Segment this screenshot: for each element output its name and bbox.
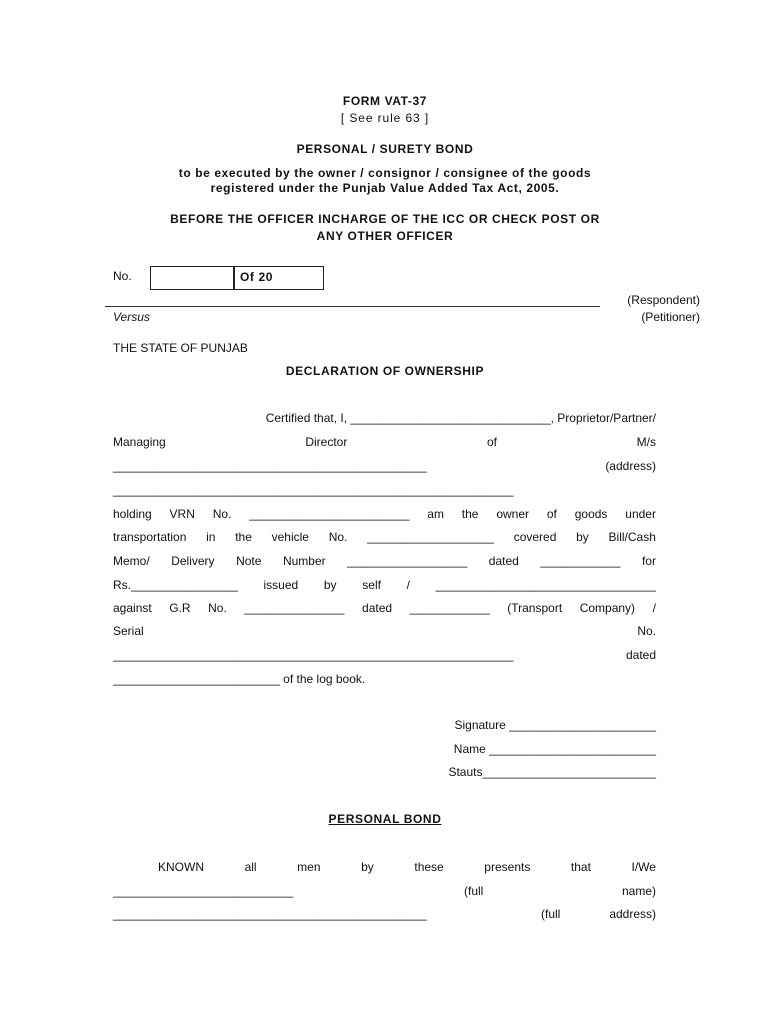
- word: No.: [328, 530, 348, 544]
- blank-field: ____________: [409, 601, 490, 615]
- bond-type-title: PERSONAL / SURETY BOND: [296, 142, 474, 156]
- word: (address): [605, 459, 656, 473]
- word: /: [652, 601, 656, 615]
- word: G.R: [169, 601, 191, 615]
- word: transportation: [113, 530, 187, 544]
- declaration-line-11: [113, 648, 656, 662]
- word: under: [625, 507, 656, 521]
- word: of: [486, 435, 497, 449]
- blank-field: ____________________________________________________________: [113, 648, 514, 662]
- word: Director: [305, 435, 348, 449]
- declaration-line-6: [113, 530, 656, 544]
- state-of-punjab: THE STATE OF PUNJAB: [113, 341, 248, 355]
- status-field: Stauts__________________________: [448, 765, 656, 779]
- word: No.: [208, 601, 227, 615]
- subtitle-line-1: to be executed by the owner / consignor / consignee of the goods: [178, 166, 592, 180]
- petitioner-label: (Petitioner): [641, 310, 700, 324]
- word: by: [361, 860, 374, 874]
- case-year-box[interactable]: [233, 266, 324, 290]
- word: Company): [579, 601, 636, 615]
- word: (full: [464, 884, 484, 898]
- word: dated: [488, 554, 519, 568]
- declaration-line-7: [113, 554, 656, 568]
- word: the: [235, 530, 252, 544]
- bond-line-1: [158, 860, 656, 874]
- word: Bill/Cash: [608, 530, 656, 544]
- officer-line-1: BEFORE THE OFFICER INCHARGE OF THE ICC OR CHECK POST OR: [170, 212, 600, 226]
- word: I/We: [631, 860, 656, 874]
- rule-reference: [ See rule 63 ]: [340, 111, 430, 125]
- word: the: [461, 507, 479, 521]
- word: holding: [113, 507, 152, 521]
- word: (full: [541, 907, 561, 921]
- word: owner: [496, 507, 530, 521]
- word: /: [406, 578, 410, 592]
- word: (Transport: [507, 601, 563, 615]
- declaration-line-9: [113, 601, 656, 615]
- word: Note: [236, 554, 262, 568]
- officer-line-2: ANY OTHER OFFICER: [316, 229, 454, 243]
- bond-address-blank: _______________________________________________: [113, 907, 427, 921]
- word: by: [323, 578, 337, 592]
- declaration-line-12: _________________________ of the log book.: [113, 672, 366, 686]
- of-year-label: Of 20: [240, 270, 274, 284]
- declaration-line-8: [113, 578, 656, 592]
- declaration-line-5: [113, 507, 656, 521]
- word: presents: [484, 860, 531, 874]
- word: of: [546, 507, 557, 521]
- word: men: [297, 860, 321, 874]
- declaration-line-3: [113, 459, 656, 473]
- word: against: [113, 601, 152, 615]
- word: all: [244, 860, 257, 874]
- word: vehicle: [271, 530, 309, 544]
- bond-name-blank: ___________________________: [113, 884, 294, 898]
- blank-field: ____________: [540, 554, 621, 568]
- word: Serial: [113, 624, 144, 638]
- word: goods: [574, 507, 608, 521]
- word: these: [414, 860, 444, 874]
- word: covered: [513, 530, 557, 544]
- declaration-line-1: Certified that, I, ______________________________, Proprietor/Partner/: [265, 411, 656, 425]
- name-field: Name _________________________: [453, 742, 656, 756]
- case-no-label: No.: [113, 269, 132, 283]
- respondent-label: (Respondent): [627, 293, 700, 307]
- word: Memo/: [113, 554, 150, 568]
- word: address): [609, 907, 656, 921]
- declaration-line-2: [113, 435, 656, 449]
- declaration-line-10: [113, 624, 656, 638]
- word: dated: [625, 648, 656, 662]
- word: dated: [362, 601, 393, 615]
- versus-label: Versus: [113, 310, 150, 324]
- word: Rs.________________: [113, 578, 238, 592]
- word: Managing: [113, 435, 166, 449]
- blank-field: __________________: [347, 554, 468, 568]
- word: self: [362, 578, 381, 592]
- blank-field: _________________________________: [435, 578, 656, 592]
- declaration-line-4: ____________________________________________________________: [113, 483, 514, 497]
- word: in: [206, 530, 216, 544]
- word: for: [641, 554, 656, 568]
- subtitle-line-2: registered under the Punjab Value Added Tax Act, 2005.: [210, 181, 560, 195]
- word: KNOWN: [158, 860, 204, 874]
- word: am: [427, 507, 444, 521]
- case-no-box[interactable]: [150, 266, 235, 290]
- blank-field: ___________________: [367, 530, 494, 544]
- blank-field: ________________________: [249, 507, 410, 521]
- word: Number: [282, 554, 326, 568]
- word: VRN: [169, 507, 195, 521]
- form-title: FORM VAT-37: [342, 94, 428, 108]
- declaration-heading: DECLARATION OF OWNERSHIP: [285, 364, 485, 378]
- word: Delivery: [171, 554, 215, 568]
- personal-bond-heading: PERSONAL BOND: [328, 812, 442, 826]
- word: No.: [212, 507, 232, 521]
- word: No.: [637, 624, 656, 638]
- word: by: [576, 530, 589, 544]
- blank-field: _______________________________________________: [113, 459, 427, 473]
- respondent-line: [105, 306, 600, 307]
- word: issued: [263, 578, 299, 592]
- word: name): [621, 884, 656, 898]
- word: M/s: [636, 435, 656, 449]
- word: that: [570, 860, 591, 874]
- signature-field: Signature ______________________: [454, 718, 656, 732]
- blank-field: _______________: [244, 601, 345, 615]
